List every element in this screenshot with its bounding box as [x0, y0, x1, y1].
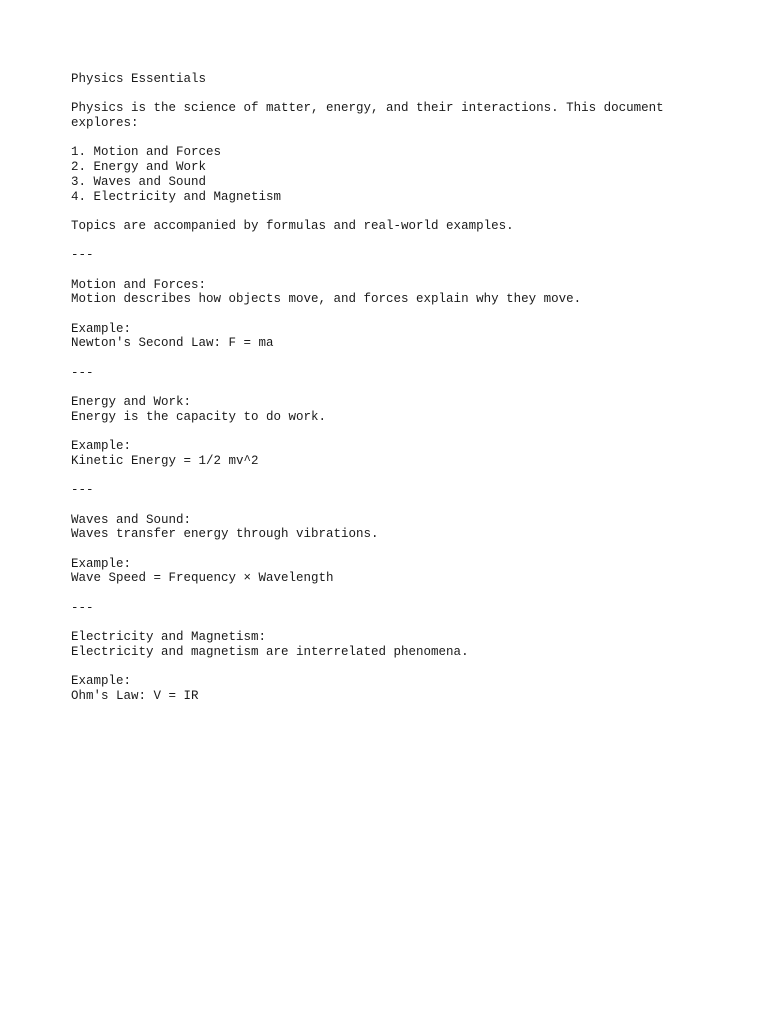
- example-label-energy: Example:: [71, 439, 132, 454]
- section-separator: ---: [71, 600, 94, 615]
- toc-item-1: 1. Motion and Forces: [71, 145, 222, 160]
- blank-line: [71, 586, 711, 601]
- blank-line: [71, 87, 711, 102]
- blank-line: [71, 234, 711, 249]
- blank-line: [71, 498, 711, 513]
- blank-line: [71, 660, 711, 675]
- section-heading-motion: Motion and Forces:: [71, 277, 207, 292]
- section-description-motion: Motion describes how objects move, and forces explain why they move.: [71, 292, 582, 307]
- example-formula-energy: Kinetic Energy = 1/2 mv^2: [71, 453, 259, 468]
- example-label-waves: Example:: [71, 556, 132, 571]
- example-formula-motion: Newton's Second Law: F = ma: [71, 336, 274, 351]
- blank-line: [71, 615, 711, 630]
- blank-line: [71, 351, 711, 366]
- section-heading-electricity: Electricity and Magnetism:: [71, 630, 267, 645]
- example-label-electricity: Example:: [71, 674, 132, 689]
- blank-line: [71, 425, 711, 440]
- document-body: [71, 72, 711, 704]
- blank-line: [71, 380, 711, 395]
- section-heading-waves: Waves and Sound:: [71, 512, 192, 527]
- toc-item-4: 4. Electricity and Magnetism: [71, 189, 282, 204]
- intro-line-2: explores:: [71, 116, 139, 131]
- section-description-energy: Energy is the capacity to do work.: [71, 409, 327, 424]
- document-title: Physics Essentials: [71, 72, 207, 86]
- blank-line: [71, 263, 711, 278]
- blank-line: [71, 307, 711, 322]
- blank-line: [71, 204, 711, 219]
- example-label-motion: Example:: [71, 321, 132, 336]
- blank-line: [71, 542, 711, 557]
- toc-item-3: 3. Waves and Sound: [71, 174, 207, 189]
- section-separator: ---: [71, 483, 94, 498]
- summary-text: Topics are accompanied by formulas and real-world examples.: [71, 218, 514, 233]
- example-formula-electricity: Ohm's Law: V = IR: [71, 688, 199, 703]
- toc-item-2: 2. Energy and Work: [71, 160, 207, 175]
- section-separator: ---: [71, 248, 94, 263]
- section-heading-energy: Energy and Work:: [71, 395, 192, 410]
- section-description-electricity: Electricity and magnetism are interrelated phenomena.: [71, 644, 469, 659]
- example-formula-waves: Wave Speed = Frequency × Wavelength: [71, 571, 334, 586]
- intro-line-1: Physics is the science of matter, energy, and their interactions. This document: [71, 101, 664, 116]
- section-description-waves: Waves transfer energy through vibrations.: [71, 527, 379, 542]
- section-separator: ---: [71, 365, 94, 380]
- blank-line: [71, 131, 711, 146]
- blank-line: [71, 469, 711, 484]
